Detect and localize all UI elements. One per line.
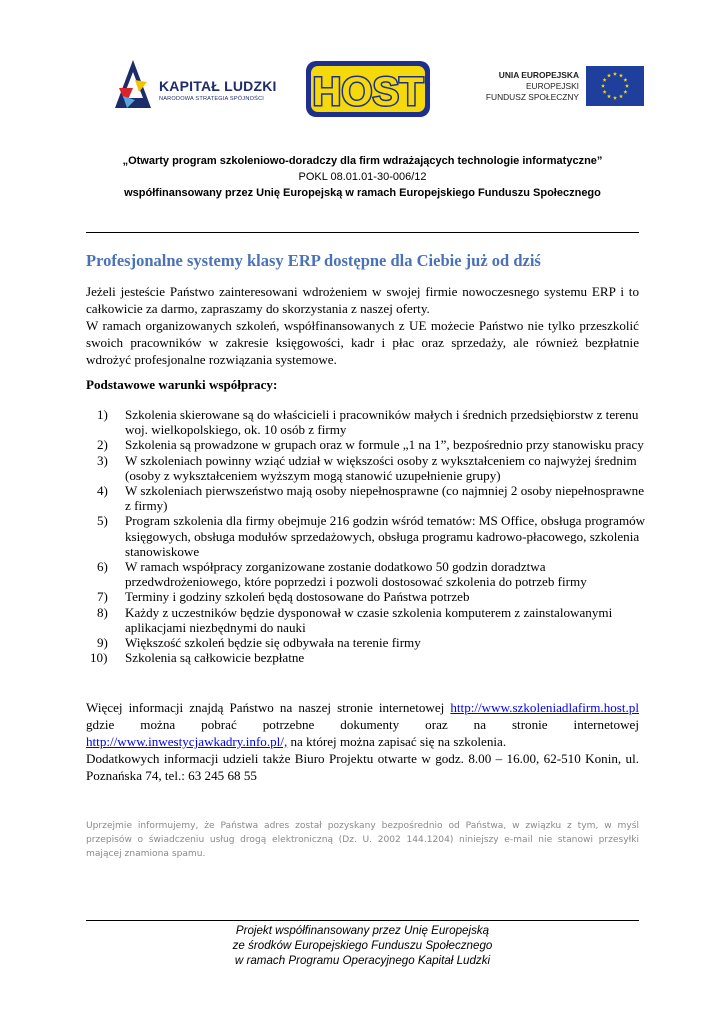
host-logo-text: HOST — [312, 70, 424, 114]
list-item: 10) Szkolenia są całkowicie bezpłatne — [90, 650, 305, 666]
list-item: 5) Program szkolenia dla firmy obejmuje 216 godzin wśród tematów: MS Office, obsługa programów księgowych, obsługa modułów sprzedażowych, obsługa programu kadrowo-płacowego, szkolenia stanowiskowe — [97, 513, 646, 559]
project-number: POKL 08.01.01-30-006/12 — [298, 171, 427, 183]
eu-logo-line3: FUNDUSZ SPOŁECZNY — [485, 92, 579, 102]
link-inwestycjawkadry[interactable]: http://www.inwestycjawkadry.info.pl/, — [86, 734, 288, 749]
project-cofinancing: współfinansowany przez Unię Europejską w ramach Europejskiego Funduszu Społecznego — [124, 187, 601, 199]
footer-line1: Projekt współfinansowany przez Unię Europejską — [235, 924, 490, 937]
footer-line2: ze środków Europejskiego Funduszu Społecznego — [232, 939, 493, 952]
page-title: Profesjonalne systemy klasy ERP dostępne dla Ciebie już od dziś — [86, 251, 541, 270]
more-info — [86, 699, 639, 784]
list-item: 3) W szkoleniach powinny wziąć udział w większości osoby z wykształceniem co najwyżej średnim (osoby z wykształceniem wyższym mogą stanowić uzupełnienie grupy) — [97, 452, 637, 483]
conditions-title: Podstawowe warunki współpracy: — [86, 377, 278, 392]
conditions-list — [86, 407, 646, 665]
list-item: 1) Szkolenia skierowane są do właścicieli i pracowników małych i średnich przedsiębiorstw z terenu woj. wielkopolskiego, ok. 10 osób z firmy — [97, 407, 639, 438]
more-info-paragraph: Więcej informacji znajdą Państwo na naszej stronie internetowej http://www.szkoleniadlafirm.host.pl gdzie można pobrać potrzebne dokumenty oraz na stronie internetowej http://www.inwestycjawkadry.info.pl/, na której można zapisać się na szkolenia. — [86, 700, 639, 749]
kapital-ludzki-mark-icon — [113, 58, 153, 110]
eu-logo-line2: EUROPEJSKI — [525, 81, 579, 91]
eu-logo-line1: UNIA EUROPEJSKA — [498, 70, 579, 80]
intro — [86, 283, 639, 368]
kapital-ludzki-title: KAPITAŁ LUDZKI — [159, 78, 277, 94]
intro-paragraph-2: W ramach organizowanych szkoleń, współfinansowanych z UE możecie Państwo nie tylko przeszkolić swoich pracowników w zakresie księgowości, kadr i płac oraz sprzedaży, ale również bezpłatnie wdrożyć profesjonalne rozwiązania systemowe. — [86, 318, 639, 367]
list-item: 7) Terminy i godziny szkoleń będą dostosowane do Państwa potrzeb — [97, 589, 470, 605]
contact-paragraph: Dodatkowych informacji udzieli także Biuro Projektu otwarte w godz. 8.00 – 16.00, 62-510 Konin, ul. Poznańska 74, tel.: 63 245 68 55 — [86, 751, 639, 783]
list-item: 2) Szkolenia są prowadzone w grupach oraz w formule „1 na 1”, bezpośrednio przy stanowisku pracy — [97, 437, 644, 453]
footer-divider — [86, 920, 639, 921]
host-logo — [303, 58, 433, 120]
header-divider — [86, 232, 639, 233]
list-item: 6) W ramach współpracy zorganizowane zostanie dodatkowo 50 godzin doradztwa przedwdrożeniowego, które poprzedzi i pozwoli dostosować szkolenia do potrzeb firmy — [97, 559, 587, 590]
intro-paragraph-1: Jeżeli jesteście Państwo zainteresowani wdrożeniem w swojej firmie nowoczesnego systemu ERP i to całkowicie za darmo, zapraszamy do skorzystania z naszej oferty. — [86, 284, 639, 316]
list-item: 9) Większość szkoleń będzie się odbywała na terenie firmy — [97, 635, 421, 651]
privacy-notice: Uprzejmie informujemy, że Państwa adres został pozyskany bezpośrednio od Państwa, w związku z tym, w myśl przepisów o świadczeniu usług drogą elektroniczną (Dz. U. 2002 144.1204) niniejszy e-mail nie stanowi przesyłki mającej znamiona spamu. — [86, 821, 639, 859]
eu-flag-icon — [586, 66, 644, 106]
footer-line3: w ramach Programu Operacyjnego Kapitał Ludzki — [234, 954, 491, 967]
list-item: 8) Każdy z uczestników będzie dysponował w czasie szkolenia komputerem z zainstalowanymi aplikacjami niezbędnymi do nauki — [97, 604, 613, 635]
eu-efs-logo — [468, 58, 648, 118]
link-szkoleniadlafirm[interactable]: http://www.szkoleniadlafirm.host.pl — [450, 700, 639, 715]
project-name: „Otwarty program szkoleniowo-doradczy dla firm wdrażających technologie informatyczne” — [122, 155, 603, 167]
list-item: 4) W szkoleniach pierwszeństwo mają osoby niepełnosprawne (co najmniej 2 osoby niepełnosprawne z firmy) — [97, 483, 644, 514]
kapital-ludzki-logo — [113, 58, 283, 116]
kapital-ludzki-subtitle: NARODOWA STRATEGIA SPÓJNOŚCI — [159, 96, 265, 102]
